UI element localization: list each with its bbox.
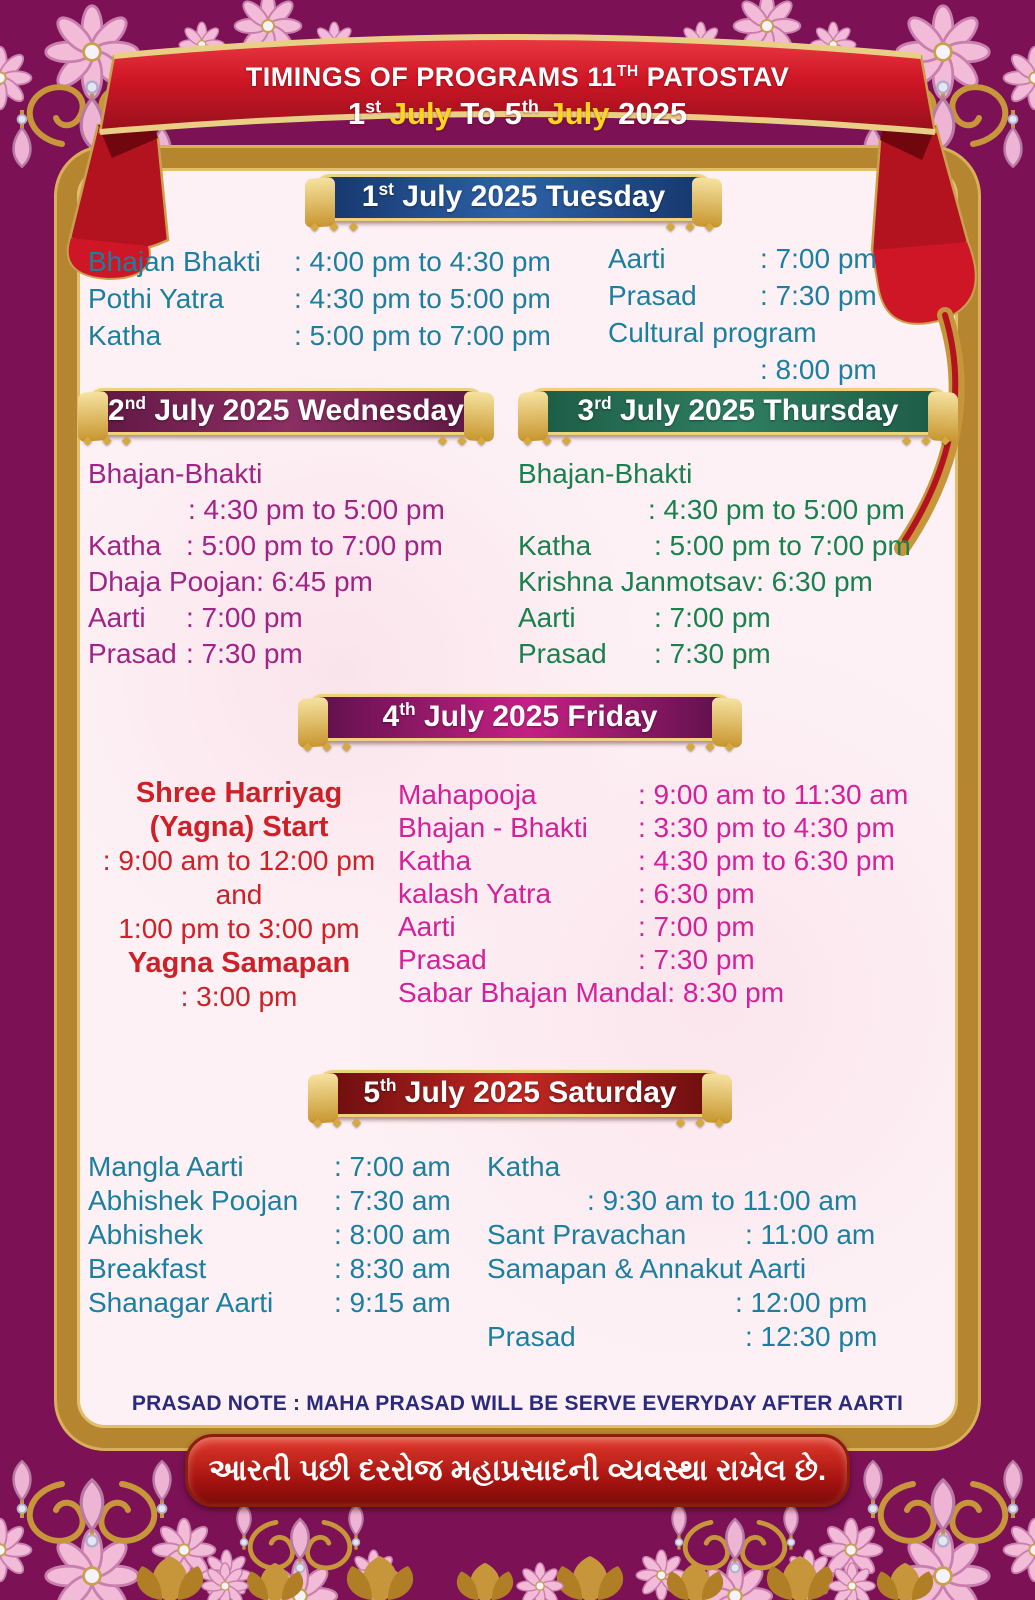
event-time: : 8:30 pm	[667, 977, 785, 1008]
schedule-row	[487, 1218, 877, 1252]
day5-left-schedule	[88, 1150, 451, 1320]
event-time: : 12:30 pm	[745, 1321, 878, 1352]
schedule-row	[88, 1184, 451, 1218]
schedule-row	[88, 1218, 451, 1252]
event-time: : 8:30 am	[334, 1253, 451, 1284]
diamond-trim-icon: ◆ ◆ ◆	[313, 1115, 365, 1129]
yagna-and: and	[215, 879, 263, 910]
day-label: July 2025 Friday	[415, 700, 658, 733]
schedule-row	[88, 1252, 451, 1286]
event-name: Aarti	[608, 243, 666, 274]
day-ordinal-sup: rd	[594, 393, 612, 413]
event-name: Katha	[398, 845, 472, 876]
yagna-title: Shree Harriyag	[135, 777, 343, 809]
event-name: Aarti	[518, 602, 576, 633]
event-name: Prasad	[88, 638, 177, 669]
day1-right-schedule	[608, 240, 877, 388]
event-name: Abhishek Poojan	[88, 1185, 299, 1216]
day-ordinal-sup: th	[380, 1075, 397, 1095]
event-name: Pothi Yatra	[88, 283, 224, 314]
gujarati-note-text: આરતી પછી દરરોજ મહાપ્રસાદની વ્યવસ્થા રાખેલ છે.	[208, 1454, 827, 1487]
schedule-row	[518, 600, 911, 636]
day4-schedule	[398, 778, 908, 1009]
event-time: : 4:30 pm to 5:00 pm	[294, 283, 551, 314]
diamond-trim-icon: ◆ ◆ ◆	[437, 433, 489, 447]
day-ordinal-sup: st	[378, 179, 394, 199]
event-time: : 11:00 am	[745, 1219, 876, 1250]
date-year: 2025	[618, 96, 688, 131]
event-name: Prasad	[518, 638, 607, 669]
event-time: : 7:30 pm	[654, 638, 771, 669]
day2-schedule	[88, 456, 445, 672]
schedule-row	[608, 240, 877, 277]
schedule-row	[398, 778, 908, 811]
event-name: Mangla Aarti	[88, 1151, 244, 1182]
event-time: : 7:30 pm	[186, 638, 303, 669]
event-time: : 12:00 pm	[735, 1287, 868, 1318]
event-time: : 9:30 am to 11:00 am	[587, 1185, 858, 1216]
schedule-row	[88, 564, 445, 600]
event-name: Bhajan-Bhakti	[518, 458, 693, 489]
diamond-trim-icon: ◆ ◆ ◆	[685, 739, 737, 753]
schedule-row	[88, 317, 551, 354]
diamond-trim-icon: ◆ ◆ ◆	[303, 739, 355, 753]
date-ordinal-sup: st	[365, 96, 382, 117]
diamond-trim-icon: ◆ ◆ ◆	[523, 433, 575, 447]
day-label: July 2025 Saturday	[396, 1076, 677, 1109]
title-date-range	[0, 96, 1035, 132]
event-time: : 4:30 pm to 5:00 pm	[648, 494, 905, 525]
diamond-trim-icon: ◆ ◆ ◆	[310, 219, 362, 233]
event-time: : 6:45 pm	[256, 566, 373, 597]
event-time: : 7:00 pm	[760, 243, 877, 274]
day4-yagna-block	[88, 776, 390, 1014]
day3-schedule	[518, 456, 911, 672]
diamond-trim-icon: ◆ ◆ ◆	[665, 219, 717, 233]
date-num: 5	[504, 96, 522, 131]
schedule-row	[518, 636, 911, 672]
diamond-trim-icon: ◆ ◆ ◆	[675, 1115, 727, 1129]
event-time: : 8:00 pm	[760, 354, 877, 385]
diamond-trim-icon: ◆ ◆ ◆	[83, 433, 135, 447]
event-time: : 4:30 pm to 6:30 pm	[638, 845, 895, 876]
yagna-title: (Yagna) Start	[149, 811, 329, 843]
event-name: Prasad	[398, 944, 487, 975]
event-name: Shanagar Aarti	[88, 1287, 274, 1318]
event-time: : 6:30 pm	[638, 878, 755, 909]
event-name: Cultural program	[608, 317, 817, 348]
event-name: Sant Pravachan	[487, 1219, 687, 1250]
day-label: July 2025 Tuesday	[393, 180, 666, 213]
event-time: : 7:30 am	[334, 1185, 451, 1216]
title-text: TIMINGS OF PROGRAMS 11	[245, 62, 617, 92]
date-ordinal-sup: th	[521, 96, 539, 117]
event-name: Krishna Janmotsav	[518, 566, 757, 597]
yagna-title: Yagna Samapan	[127, 947, 351, 979]
event-time: : 3:30 pm to 4:30 pm	[638, 812, 895, 843]
event-name: Sabar Bhajan Mandal	[398, 977, 668, 1008]
day-ordinal-sup: th	[399, 699, 416, 719]
day-num: 3	[577, 394, 595, 427]
event-name: Mahapooja	[398, 779, 537, 810]
day-ordinal-sup: nd	[124, 393, 146, 413]
yagna-time: 1:00 pm to 3:00 pm	[118, 913, 360, 944]
schedule-row	[518, 564, 911, 600]
event-name: Dhaja Poojan	[88, 566, 257, 597]
schedule-row	[398, 910, 908, 943]
event-time: : 4:30 pm to 5:00 pm	[188, 494, 445, 525]
day1-banner	[310, 174, 717, 233]
event-time: : 4:00 pm to 4:30 pm	[294, 246, 551, 277]
event-name: kalash Yatra	[398, 878, 552, 909]
schedule-row	[88, 1150, 451, 1184]
day5-right-schedule	[487, 1150, 877, 1354]
schedule-row	[88, 528, 445, 564]
schedule-row	[398, 976, 908, 1009]
schedule-row	[398, 943, 908, 976]
day-num: 2	[108, 394, 125, 427]
day4-banner	[303, 694, 737, 753]
schedule-row	[398, 877, 908, 910]
event-time: : 6:30 pm	[756, 566, 873, 597]
event-time: : 7:30 pm	[760, 280, 877, 311]
event-name: Aarti	[88, 602, 146, 633]
event-name: Aarti	[398, 911, 456, 942]
event-name: Bhajan - Bhakti	[398, 812, 588, 843]
event-name: Katha	[487, 1151, 561, 1182]
day-num: 4	[382, 700, 400, 733]
day1-left-schedule	[88, 243, 551, 354]
poster-title	[0, 62, 1035, 93]
event-time: : 5:00 pm to 7:00 pm	[294, 320, 551, 351]
date-num: 1	[347, 96, 366, 131]
day3-banner	[523, 388, 953, 447]
schedule-row	[398, 811, 908, 844]
day-num: 1	[361, 180, 379, 213]
event-time: : 7:00 am	[334, 1151, 451, 1182]
event-name: Bhajan-Bhakti	[88, 458, 263, 489]
event-name: Katha	[88, 530, 162, 561]
event-time: : 7:00 pm	[638, 911, 755, 942]
event-name: Bhajan Bhakti	[88, 246, 261, 277]
gujarati-note-banner	[185, 1434, 850, 1507]
yagna-time: : 3:00 pm	[180, 981, 298, 1012]
event-name: Katha	[518, 530, 592, 561]
title-text: PATOSTAV	[638, 62, 790, 92]
event-name: Breakfast	[88, 1253, 207, 1284]
event-name: Samapan & Annakut Aarti	[487, 1253, 807, 1284]
schedule-row	[608, 277, 877, 314]
event-time: : 8:00 am	[334, 1219, 451, 1250]
diamond-trim-icon: ◆ ◆ ◆	[901, 433, 953, 447]
date-month: July	[381, 96, 461, 131]
schedule-row	[88, 600, 445, 636]
schedule-row	[88, 280, 551, 317]
day5-banner	[313, 1070, 727, 1129]
event-time: : 7:00 pm	[654, 602, 771, 633]
schedule-row	[398, 844, 908, 877]
event-time: : 9:15 am	[334, 1287, 451, 1318]
event-time: : 5:00 pm to 7:00 pm	[186, 530, 443, 561]
day-label: July 2025 Thursday	[611, 394, 899, 427]
event-name: Prasad	[608, 280, 697, 311]
schedule-row	[518, 528, 911, 564]
schedule-row	[88, 636, 445, 672]
event-time: : 5:00 pm to 7:00 pm	[654, 530, 911, 561]
day-num: 5	[363, 1076, 381, 1109]
schedule-row	[88, 243, 551, 280]
event-name: Prasad	[487, 1321, 576, 1352]
schedule-row	[487, 1320, 877, 1354]
title-ordinal-sup: TH	[616, 63, 639, 80]
date-to: To	[460, 96, 505, 131]
prasad-note: PRASAD NOTE : MAHA PRASAD WILL BE SERVE EVERYDAY AFTER AARTI	[131, 1392, 904, 1415]
date-month: July	[538, 96, 619, 131]
event-time: : 7:30 pm	[638, 944, 755, 975]
event-name: Abhishek	[88, 1219, 204, 1250]
event-time: : 7:00 pm	[186, 602, 303, 633]
yagna-time: : 9:00 am to 12:00 pm	[102, 845, 376, 876]
day-label: July 2025 Wednesday	[145, 394, 464, 427]
day2-banner	[83, 388, 489, 447]
event-time: : 9:00 am to 11:30 am	[638, 779, 909, 810]
event-name: Katha	[88, 320, 162, 351]
schedule-row	[88, 1286, 451, 1320]
